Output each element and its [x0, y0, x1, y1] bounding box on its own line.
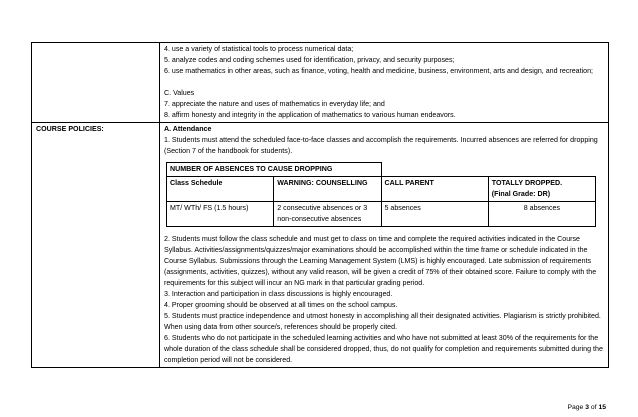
absences-table-title: NUMBER OF ABSENCES TO CAUSE DROPPING	[167, 163, 382, 177]
objectives-row	[32, 43, 609, 123]
objectives-content-cell	[160, 43, 609, 123]
cell-dropped: 8 absences	[488, 202, 595, 227]
attendance-heading: A. Attendance	[164, 125, 212, 133]
policy-item: 5. Students must practice independence and utmost honesty in accomplishing all their designated activities. Plagiarism is strictly prohibited. When using data from other source/s, references should be properly cited.	[164, 312, 601, 331]
objective-item: 6. use mathematics in other areas, such as finance, voting, health and medicine, business, environment, arts and design, and recreation;	[164, 67, 594, 75]
cell-warning: 2 consecutive absences or 3 non-consecutive absences	[274, 202, 381, 227]
objective-item: 4. use a variety of statistical tools to process numerical data;	[164, 45, 354, 53]
table-row	[167, 202, 596, 227]
values-heading: C. Values	[164, 89, 195, 97]
policy-item: 6. Students who do not participate in the scheduled learning activities and who have not submitted at least 30% of the requirements for the whole duration of the class schedule shall be considered dropped, thus, do not qualify for completion and requirements submitted during the completion period will not be considered.	[164, 334, 603, 364]
policy-item: 4. Proper grooming should be observed at all times on the school campus.	[164, 301, 398, 309]
cell-call-parent: 5 absences	[381, 202, 488, 227]
header-totally-dropped-label: TOTALLY DROPPED.	[491, 179, 563, 187]
policies-row	[32, 123, 609, 368]
policy-item: 2. Students must follow the class schedule and must get to class on time and complete the required activities indicated in the Course Syllabus. Activities/assignments/quizzes/major examinations should be accomplished within the time frame or schedule indicated in the Course Syllabus. Submissions through the Learning Management System (LMS) is highly encouraged. Late submission of requirements (assignments, activities, quizzes), without any valid reason, will be given a credit of 75% of their obtained score. Failure to comply with the requirements for this subject will incur an NG mark in that particular grading period.	[164, 235, 597, 287]
attendance-text: 1. Students must attend the scheduled face-to-face classes and accomplish the requirements. Incurred absences are referred for dropping (Section 7 of the handbook for students).	[164, 136, 598, 155]
header-warning: WARNING: COUNSELLING	[274, 177, 381, 202]
course-policies-label: COURSE POLICIES:	[36, 125, 104, 133]
values-item: 7. appreciate the nature and uses of mathematics in everyday life; and	[164, 100, 385, 108]
values-item: 8. affirm honesty and integrity in the application of mathematics to various human endeavors.	[164, 111, 456, 119]
header-call-parent: CALL PARENT	[381, 177, 488, 202]
policies-label-cell	[32, 123, 160, 368]
page-total: 15	[598, 404, 606, 411]
syllabus-table	[31, 42, 609, 368]
page-of-word: of	[590, 404, 597, 411]
policy-item: 3. Interaction and participation in class discussions is highly encouraged.	[164, 290, 393, 298]
objective-item: 5. analyze codes and coding schemes used for identification, privacy, and security purposes;	[164, 56, 455, 64]
cell-schedule: MT/ WTh/ FS (1.5 hours)	[167, 202, 274, 227]
header-final-grade: (Final Grade: DR)	[491, 190, 551, 198]
absences-table	[166, 162, 596, 227]
header-totally-dropped	[488, 177, 595, 202]
policies-content-cell	[160, 123, 609, 368]
objectives-label-cell	[32, 43, 160, 123]
page-number	[567, 404, 606, 411]
header-class-schedule: Class Schedule	[167, 177, 274, 202]
page-word: Page	[567, 404, 584, 411]
page-current: 3	[585, 404, 589, 411]
